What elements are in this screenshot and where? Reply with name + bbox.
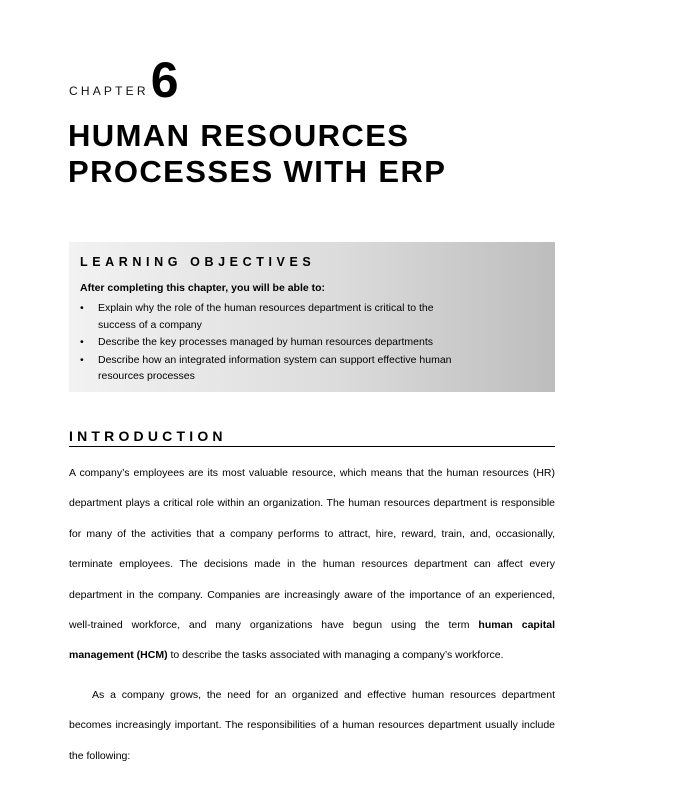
introduction-paragraph-1 — [69, 458, 555, 671]
chapter-title-line-1: HUMAN RESOURCES — [68, 118, 410, 153]
learning-objectives-box — [69, 242, 555, 392]
objective-text: Describe the key processes managed by human resources departments — [98, 336, 434, 348]
chapter-title — [68, 118, 588, 190]
paragraph-text: A company’s employees are its most valuable resource, which means that the human resources (HR) department plays a critical role within an organization. The human resources department is responsible for many of the activities that a company performs to attract, hire, reward, train, and, occasionally, terminate employees. The decisions made in the human resources department can affect every department in the company. Companies are increasingly aware of the importance of an experienced, well-trained workforce, and many organizations have begun using the term — [69, 467, 555, 632]
objective-text: Explain why the role of the human resources department is critical to the success of a company — [98, 302, 434, 331]
chapter-number: 6 — [150, 52, 179, 108]
learning-objectives-intro: After completing this chapter, you will be able to: — [80, 282, 326, 294]
paragraph-text-end: to describe the tasks associated with managing a company’s workforce. — [167, 649, 504, 662]
introduction-heading: INTRODUCTION — [69, 428, 555, 447]
list-item — [80, 300, 460, 333]
learning-objectives-heading: LEARNING OBJECTIVES — [80, 255, 316, 269]
bullet-icon: • — [80, 353, 84, 366]
bullet-icon: • — [80, 336, 84, 348]
key-term: human capital management (HCM) — [69, 619, 556, 662]
bullet-icon: • — [80, 302, 84, 314]
objective-text: Describe how an integrated information system can support effective human resources processes — [98, 353, 452, 382]
learning-objectives-list — [80, 300, 460, 386]
list-item — [80, 334, 460, 351]
chapter-word: CHAPTER — [69, 84, 149, 98]
chapter-title-line-2: PROCESSES WITH ERP — [68, 154, 447, 189]
introduction-paragraph-2: As a company grows, the need for an organized and effective human resources department becomes increasingly important. The responsibilities of a human resources department usually include the following: — [69, 689, 555, 762]
list-item — [80, 352, 460, 385]
chapter-label — [69, 52, 179, 108]
